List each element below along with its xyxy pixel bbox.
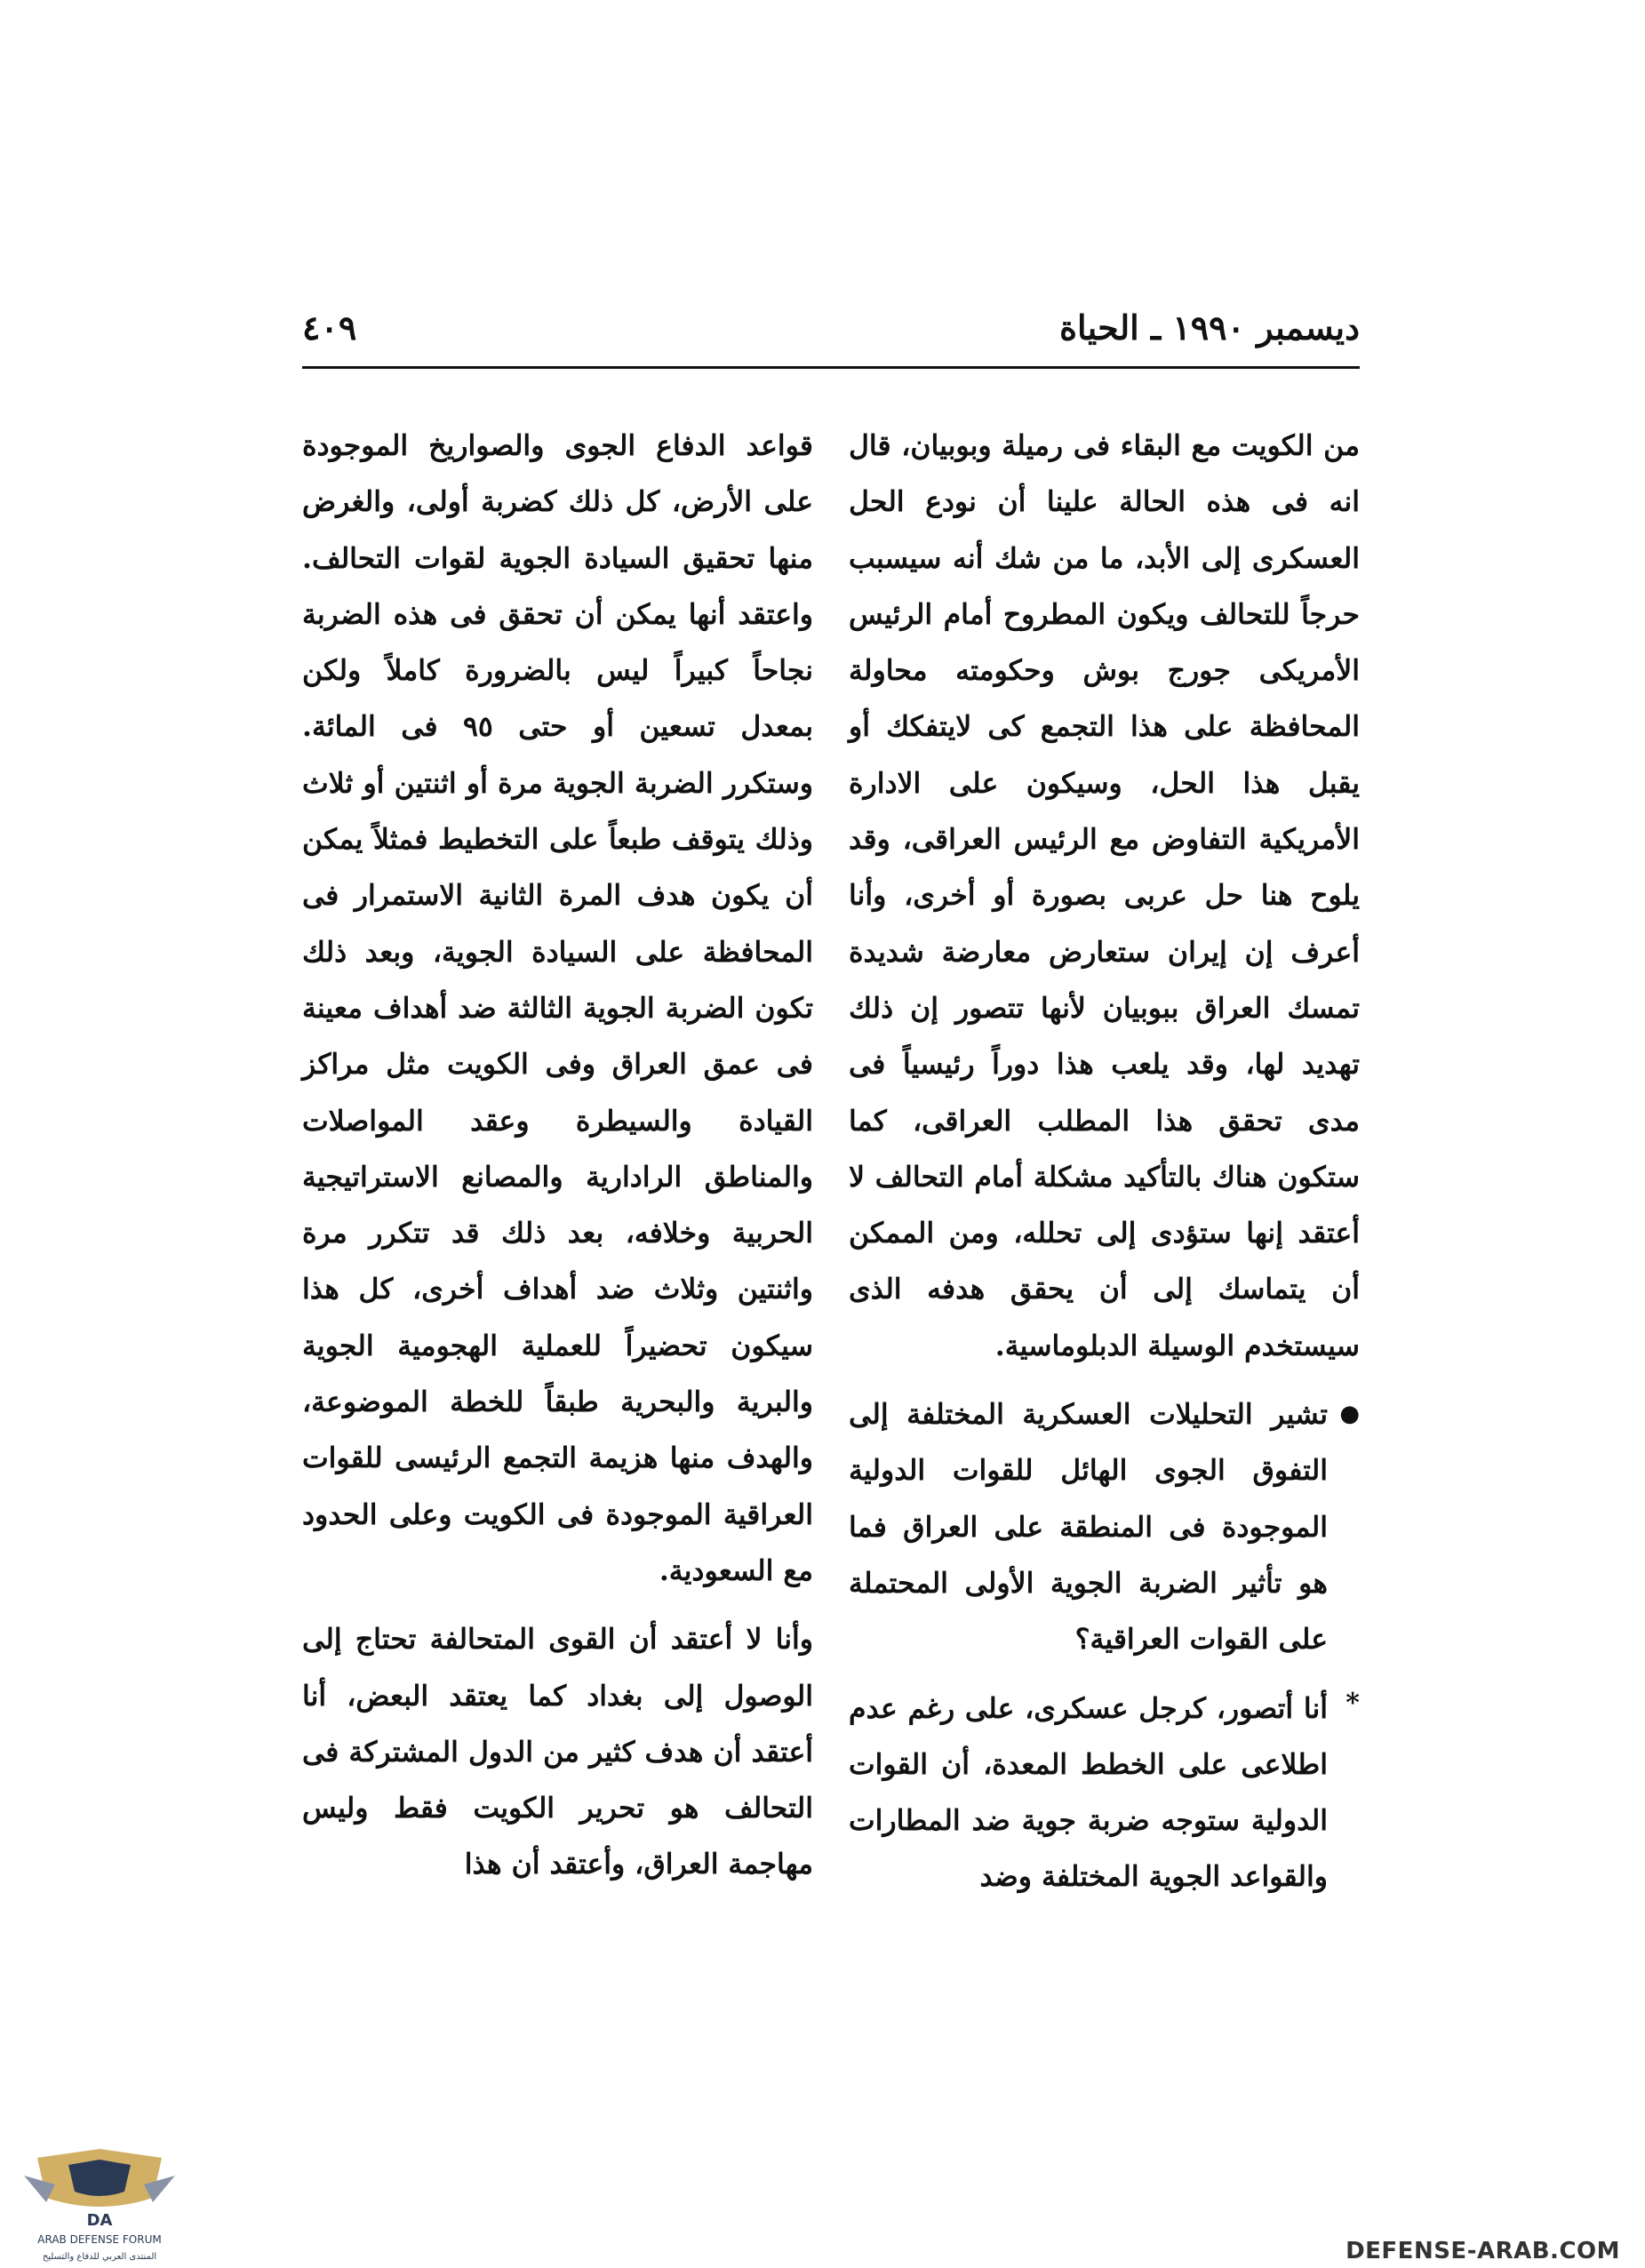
running-title: ديسمبر ١٩٩٠ ـ الحياة — [1059, 307, 1360, 347]
logo-name: ARAB DEFENSE FORUM — [37, 2233, 162, 2246]
logo-arabic: المنتدى العربي للدفاع والتسليح — [42, 2252, 157, 2262]
shield-icon — [20, 2149, 180, 2264]
paragraph: من الكويت مع البقاء فى رميلة وبوبيان، قال انه فى هذه الحالة علينا أن نودع الحل العسكرى إلى الأبد، ما من شك أنه سيسبب حرجاً للتحالف ويكون المطروح أمام الرئيس الأمريكى جورج بوش وحكومته محاولة المحافظة على هذا التجمع كى لايتفكك أو يقبل هذا الحل، وسيكون على الادارة الأمريكية التفاوض مع الرئيس العراقى، وقد يلوح هنا حل عربى بصورة أو أخرى، وأنا أعرف إن إيران ستعارض معارضة شديدة تمسك العراق ببوبيان لأنها تتصور إن ذلك تهديد لها، وقد يلعب هذا دوراً رئيسياً فى مدى تحقق هذا المطلب العراقى، كما ستكون هناك بالتأكيد مشكلة أمام التحالف لا أعتقد إنها ستؤدى إلى تحلله، ومن الممكن أن يتماسك إلى أن يحقق هدفه الذى سيستخدم الوسيلة الدبلوماسية. — [849, 429, 1360, 1362]
logo-letters: DA — [86, 2211, 113, 2230]
question-text: تشير التحليلات العسكرية المختلفة إلى التفوق الجوى الهائل للقوات الدولية الموجودة فى المنطقة على العراق فما هو تأثير الضربة الجوية الأولى المحتملة على القوات العراقية؟ — [849, 1398, 1328, 1657]
arab-defense-forum-logo — [20, 2149, 180, 2264]
right-column — [849, 418, 1360, 1905]
bullet-icon: ● — [1339, 1401, 1360, 1428]
paragraph: وأنا لا أعتقد أن القوى المتحالفة تحتاج إلى الوصول إلى بغداد كما يعتقد البعض، أنا أعتقد أن هدف كثير من الدول المشتركة فى التحالف هو تحرير الكويت فقط وليس مهاجمة العراق، وأعتقد أن هذا — [302, 1623, 813, 1881]
page-header — [302, 302, 1360, 373]
interview-answer — [849, 1681, 1360, 1905]
star-icon: * — [1346, 1687, 1360, 1719]
interview-question — [849, 1386, 1360, 1667]
paragraph: قواعد الدفاع الجوى والصواريخ الموجودة على الأرض، كل ذلك كضربة أولى، والغرض منها تحقيق السيادة الجوية لقوات التحالف. واعتقد أنها يمكن أن تحقق فى هذه الضربة نجاحاً كبيراً ليس بالضرورة كاملاً ولكن بمعدل تسعين أو حتى ٩٥ فى المائة. وستكرر الضربة الجوية مرة أو اثنتين أو ثلاث وذلك يتوقف طبعاً على التخطيط فمثلاً يمكن أن يكون هدف المرة الثانية الاستمرار فى المحافظة على السيادة الجوية، وبعد ذلك تكون الضربة الجوية الثالثة ضد أهداف معينة فى عمق العراق وفى الكويت مثل مراكز القيادة والسيطرة وعقد المواصلات والمناطق الرادارية والمصانع الاستراتيجية الحربية وخلافه، بعد ذلك قد تتكرر مرة واثنتين وثلاث ضد أهداف أخرى، كل هذا سيكون تحضيراً للعملية الهجومية الجوية والبرية والبحرية طبقاً للخطة الموضوعة، والهدف منها هزيمة التجمع الرئيسى للقوات العراقية الموجودة فى الكويت وعلى الحدود مع السعودية. — [302, 429, 813, 1587]
left-column — [302, 418, 813, 1893]
answer-text: أنا أتصور، كرجل عسكرى، على رغم عدم اطلاعى على الخطط المعدة، أن القوات الدولية ستوجه ضربة جوية ضد المطارات والقواعد الجوية المختلفة وضد — [849, 1691, 1328, 1894]
page-number: ٤٠٩ — [302, 307, 357, 347]
site-watermark: DEFENSE-ARAB.COM — [1346, 2238, 1620, 2264]
header-rule — [302, 366, 1360, 369]
